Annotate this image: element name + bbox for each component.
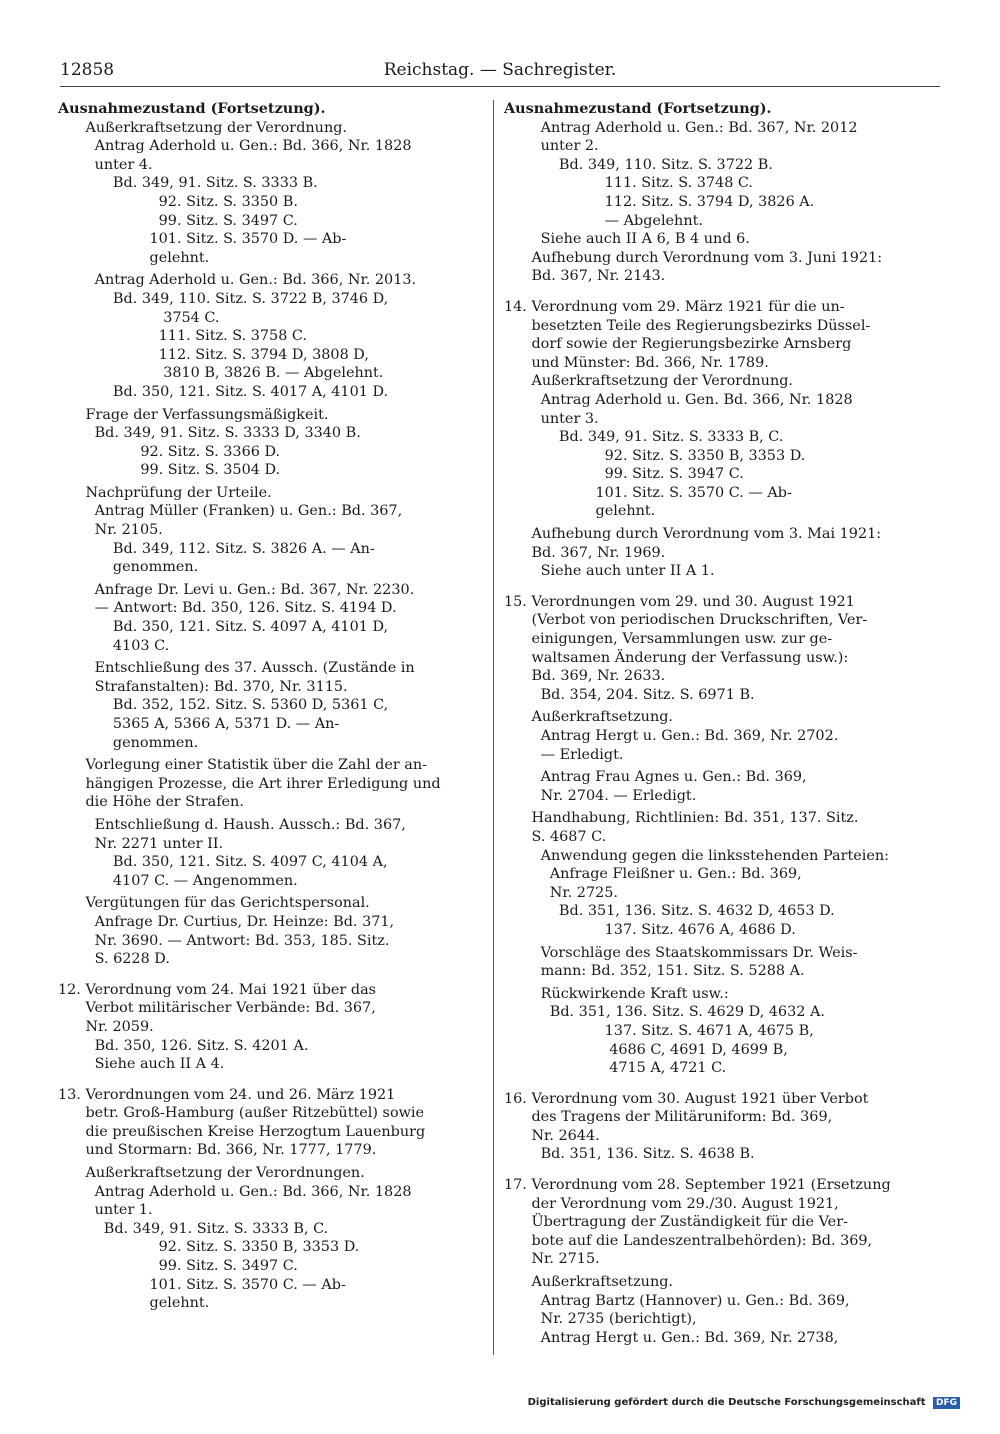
entry: Antrag Aderhold u. Gen.: Bd. 367, Nr. 2012 unter 2. Bd. 349, 110. Sitz. S. 3722 B. 111. Sitz. S. 3748 C. 112. Sitz. S. 3794 D, 3826 A. — Abgelehnt.	[540, 119, 858, 229]
entry: Rückwirkende Kraft usw.: Bd. 351, 136. Sitz. S. 4629 D, 4632 A. 137. Sitz. S. 4671 A, 4675 B, 4686 C, 4691 D, 4699 B, 4715 A, 4721 C.	[540, 985, 825, 1077]
entry: Antrag Aderhold u. Gen.: Bd. 366, Nr. 2013. Bd. 349, 110. Sitz. S. 3722 B, 3746 D, 3754 C. 111. Sitz. S. 3758 C. 112. Sitz. S. 3794 D, 3808 D, 3810 B, 3826 B. — Abgelehnt. Bd. 350, 121. Sitz. S. 4017 A, 4101 D.	[94, 272, 417, 400]
page-number: 12858	[60, 60, 115, 80]
entry: 14. Verordnung vom 29. März 1921 für die un- besetzten Teile des Regierungsbezirks Düssel- dorf sowie der Regierungsbezirke Arnsberg und Münster: Bd. 366, Nr. 1789.	[504, 298, 871, 371]
entry: Siehe auch II A 6, B 4 und 6. Aufhebung durch Verordnung vom 3. Juni 1921: Bd. 367, Nr. 2143.	[531, 231, 883, 285]
entry: Bd. 349, 91. Sitz. S. 3333 B. 92. Sitz. S. 3350 B. 99. Sitz. S. 3497 C. 101. Sitz. S. 3570 D. — Ab- gelehnt.	[112, 175, 347, 266]
entry: 15. Verordnungen vom 29. und 30. August 1921 (Verbot von periodischen Druckschriften, Ver- einigungen, Versammlungen usw. zur ge- waltsamen Änderung der Verfassung usw.): Bd. 369, Nr. 2633. Bd. 354, 204. Sitz. S. 6971 B.	[504, 593, 868, 703]
entry: Nachprüfung der Urteile. Antrag Müller (Franken) u. Gen.: Bd. 367, Nr. 2105. Bd. 349, 112. Sitz. S. 3826 A. — An- genommen.	[85, 484, 403, 576]
entry: 16. Verordnung vom 30. August 1921 über Verbot des Tragens der Militäruniform: Bd. 369, Nr. 2644. Bd. 351, 136. Sitz. S. 4638 B.	[504, 1090, 869, 1163]
entry: Außerkraftsetzung. Antrag Hergt u. Gen.: Bd. 369, Nr. 2702. — Erledigt.	[531, 709, 839, 763]
entry: Entschließung des 37. Aussch. (Zustände in Strafanstalten): Bd. 370, Nr. 3115. Bd. 352, 152. Sitz. S. 5360 D, 5361 C, 5365 A, 5366 A, 5371 D. — An- genommen.	[94, 660, 415, 751]
section-heading: Ausnahmezustand (Fortsetzung).	[58, 100, 326, 117]
left-column	[58, 100, 492, 1313]
entry: 13. Verordnungen vom 24. und 26. März 1921 betr. Groß-Hamburg (außer Ritzebüttel) sowie die preußischen Kreise Herzogtum Lauenburg und Stormarn: Bd. 366, Nr. 1777, 1779.	[58, 1086, 426, 1159]
entry: Aufhebung durch Verordnung vom 3. Mai 1921: Bd. 367, Nr. 1969. Siehe auch unter II A 1.	[531, 526, 882, 580]
entry: Antrag Aderhold u. Gen.: Bd. 366, Nr. 1828 unter 4.	[94, 138, 412, 173]
entry: Außerkraftsetzung. Antrag Bartz (Hannover) u. Gen.: Bd. 369, Nr. 2735 (berichtigt), Antrag Hergt u. Gen.: Bd. 369, Nr. 2738,	[531, 1274, 850, 1346]
entry: 17. Verordnung vom 28. September 1921 (Ersetzung der Verordnung vom 29./30. August 1921, Übertragung der Zuständigkeit für die Ver- bote auf die Landeszentralbehörden): Bd. 369, Nr. 2715.	[504, 1177, 891, 1268]
entry: Antrag Frau Agnes u. Gen.: Bd. 369, Nr. 2704. — Erledigt.	[540, 769, 807, 804]
entry: Entschließung d. Haush. Aussch.: Bd. 367, Nr. 2271 unter II. Bd. 350, 121. Sitz. S. 4097 C, 4104 A, 4107 C. — Angenommen.	[94, 816, 406, 889]
entry: 12. Verordnung vom 24. Mai 1921 über das Verbot militärischer Verbände: Bd. 367, Nr. 2059. Bd. 350, 126. Sitz. S. 4201 A. Siehe auch II A 4.	[58, 981, 377, 1073]
entry: Außerkraftsetzung der Verordnung. Antrag Aderhold u. Gen. Bd. 366, Nr. 1828 unter 3. Bd. 349, 91. Sitz. S. 3333 B, C. 92. Sitz. S. 3350 B, 3353 D. 99. Sitz. S. 3947 C. 101. Sitz. S. 3570 C. — Ab- gelehnt.	[531, 373, 853, 520]
footer-text: Digitalisierung gefördert durch die Deutsche Forschungsgemeinschaft	[527, 1397, 926, 1408]
entry: Handhabung, Richtlinien: Bd. 351, 137. Sitz. S. 4687 C. Anwendung gegen die linksstehenden Parteien: Anfrage Fleißner u. Gen.: Bd. 369, Nr. 2725. Bd. 351, 136. Sitz. S. 4632 D, 4653 D. 137. Sitz. 4676 A, 4686 D.	[531, 810, 890, 938]
column-divider	[493, 100, 494, 1355]
header-rule	[60, 86, 940, 87]
entry: Vorschläge des Staatskommissars Dr. Weis- mann: Bd. 352, 151. Sitz. S. 5288 A.	[540, 944, 858, 980]
entry: Frage der Verfassungsmäßigkeit. Bd. 349, 91. Sitz. S. 3333 D, 3340 B. 92. Sitz. S. 3366 D. 99. Sitz. S. 3504 D.	[85, 406, 361, 479]
entry: Anfrage Dr. Levi u. Gen.: Bd. 367, Nr. 2230. — Antwort: Bd. 350, 126. Sitz. S. 4194 D. Bd. 350, 121. Sitz. S. 4097 A, 4101 D, 4103 C.	[94, 581, 415, 654]
entry: Vorlegung einer Statistik über die Zahl der an- hängigen Prozesse, die Art ihrer Erledigung und die Höhe der Strafen.	[85, 757, 441, 811]
section-heading: Ausnahmezustand (Fortsetzung).	[504, 100, 772, 117]
entry: Außerkraftsetzung der Verordnung.	[58, 119, 347, 136]
dfg-logo: DFG	[933, 1397, 960, 1409]
entry: Vergütungen für das Gerichtspersonal. Anfrage Dr. Curtius, Dr. Heinze: Bd. 371, Nr. 3690. — Antwort: Bd. 353, 185. Sitz. S. 6228 D.	[85, 895, 395, 968]
right-column	[504, 100, 938, 1347]
footer-credit	[0, 1397, 960, 1409]
running-head: Reichstag. — Sachregister.	[383, 60, 617, 80]
entry: Außerkraftsetzung der Verordnungen. Antrag Aderhold u. Gen.: Bd. 366, Nr. 1828 unter 1. Bd. 349, 91. Sitz. S. 3333 B, C. 92. Sitz. S. 3350 B, 3353 D. 99. Sitz. S. 3497 C. 101. Sitz. S. 3570 C. — Ab- gelehnt.	[85, 1165, 412, 1312]
